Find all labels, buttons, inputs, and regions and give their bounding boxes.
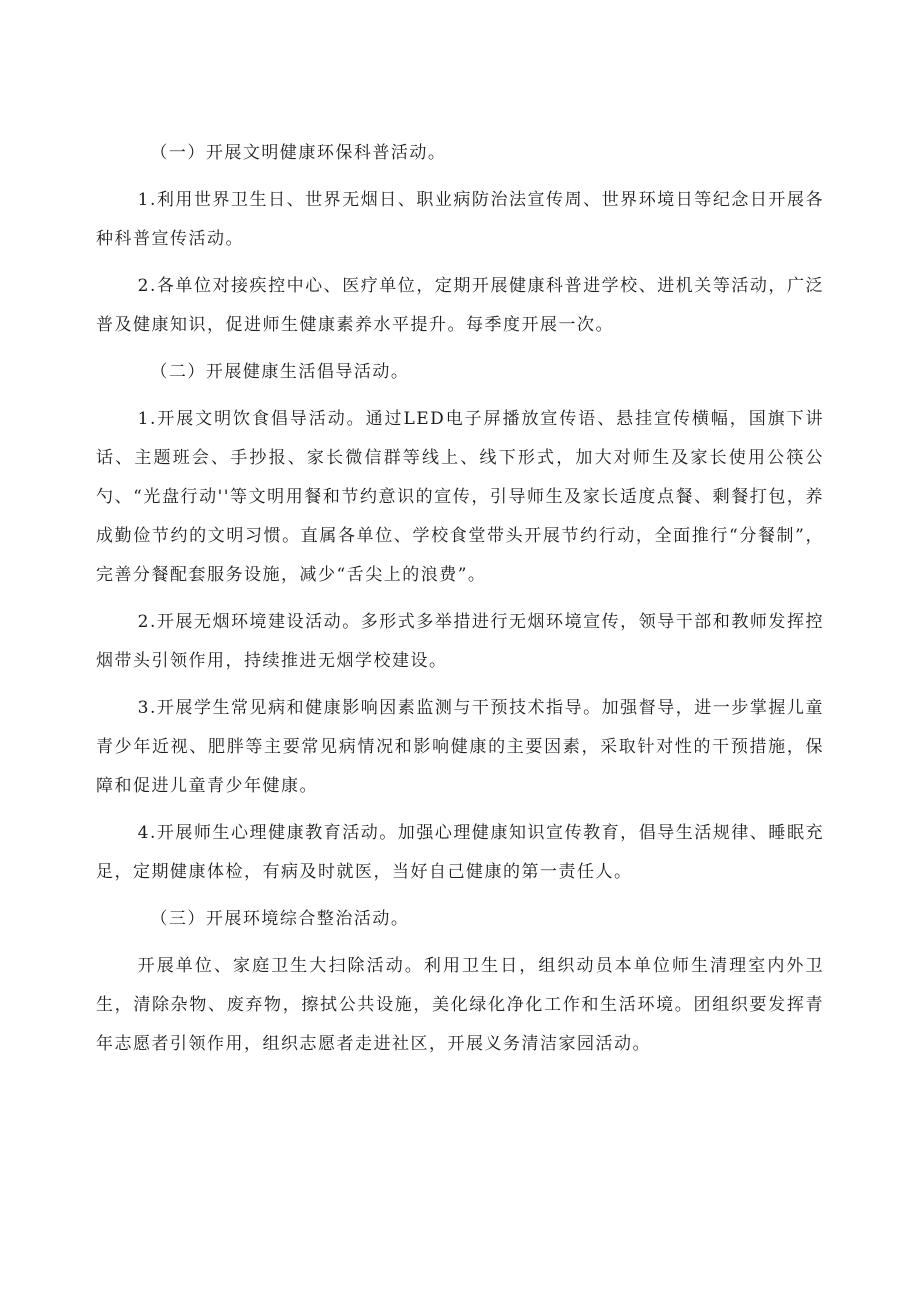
paragraph-2-2: 2.开展无烟环境建设活动。多形式多举措进行无烟环境宣传，领导干部和教师发挥控烟带头引领作用，持续推进无烟学校建设。 [96,612,824,671]
paragraph-2-3: 3.开展学生常见病和健康影响因素监测与干预技术指导。加强督导，进一步掌握儿童青少年近视、肥胖等主要常见病情况和影响健康的主要因素，采取针对性的干预措施，保障和促进儿童青少年健康。 [96,698,824,796]
paragraph-1-1: 1.利用世界卫生日、世界无烟日、职业病防治法宣传周、世界环境日等纪念日开展各种科普宣传活动。 [96,190,824,249]
paragraph-2-4: 4.开展师生心理健康教育活动。加强心理健康知识宣传教育，倡导生活规律、睡眠充足，定期健康体检，有病及时就医，当好自己健康的第一责任人。 [96,823,824,882]
section-heading-3: （三）开展环境综合整治活动。 [150,909,410,929]
paragraph-2-1: 1.开展文明饮食倡导活动。通过LED电子屏播放宣传语、悬挂宣传横幅，国旗下讲话、主题班会、手抄报、家长微信群等线上、线下形式，加大对师生及家长使用公筷公勺、“光盘行动''等文明用餐和节约意识的宣传，引导师生及家长适度点餐、剩餐打包，养成勤俭节约的文明习惯。直属各单位、学校食堂带头开展节约行动，全面推行“分餐制”，完善分餐配套服务设施，减少“舌尖上的浪费”。 [96,409,824,585]
paragraph-1-2: 2.各单位对接疾控中心、医疗单位，定期开展健康科普进学校、进机关等活动，广泛普及健康知识，促进师生健康素养水平提升。每季度开展一次。 [96,276,824,335]
document-body [96,134,824,1072]
paragraph-3-1: 开展单位、家庭卫生大扫除活动。利用卫生日，组织动员本单位师生清理室内外卫生，清除杂物、废弃物，擦拭公共设施，美化绿化净化工作和生活环境。团组织要发挥青年志愿者引领作用，组织志愿者走进社区，开展义务清洁家园活动。 [96,956,824,1054]
section-heading-2: （二）开展健康生活倡导活动。 [150,362,410,382]
section-heading-1: （一）开展文明健康环保科普活动。 [150,143,447,163]
